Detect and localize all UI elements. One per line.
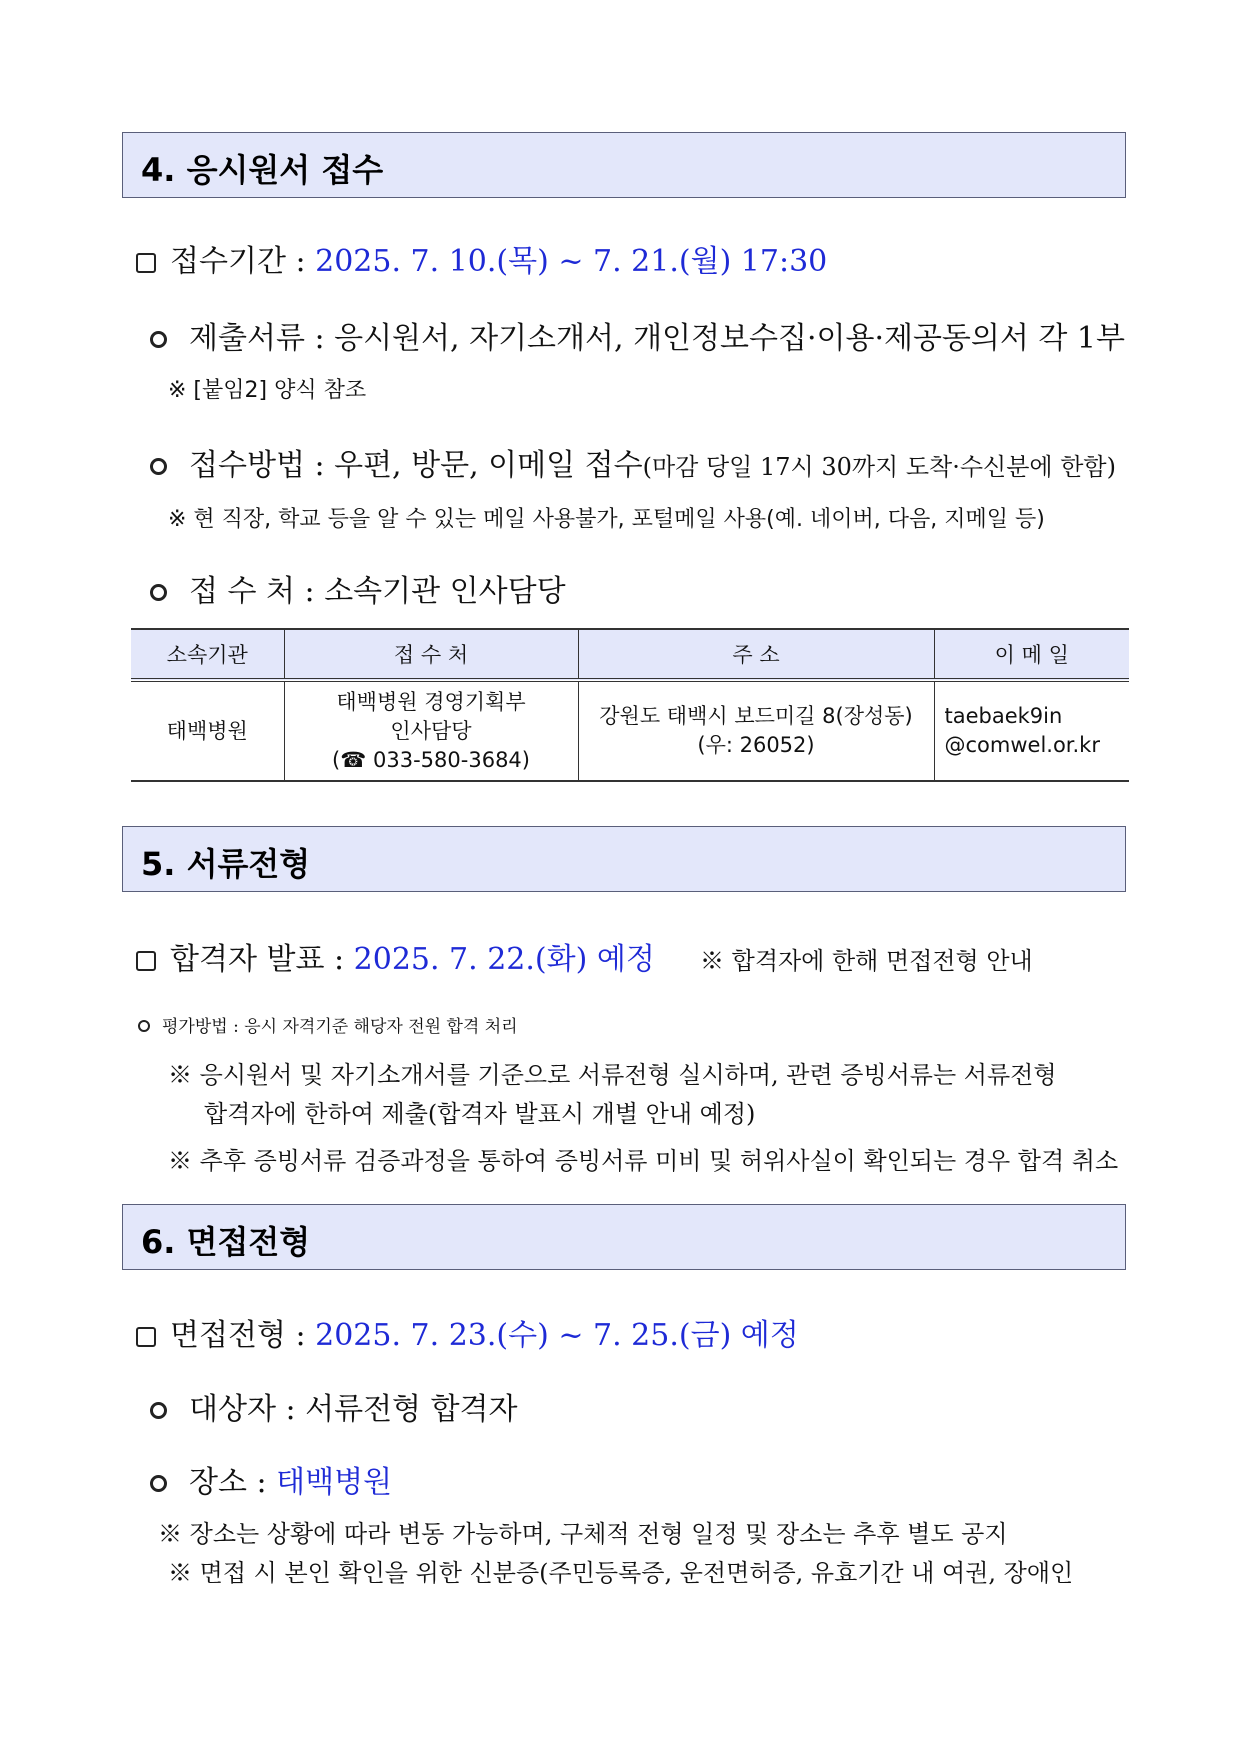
circle-bullet-icon <box>150 458 167 475</box>
docs-line <box>150 313 1125 357</box>
address-cell <box>578 680 934 781</box>
checkbox-square-icon <box>136 253 156 273</box>
section-6-header <box>122 1204 1126 1270</box>
address-line1: 강원도 태백시 보드미길 8(장성동) <box>599 704 913 728</box>
method-text: 접수방법 : 우편, 방문, 이메일 접수 <box>189 448 643 483</box>
interview-value: 2025. 7. 23.(수) ~ 7. 25.(금) 예정 <box>315 1318 799 1353</box>
circle-bullet-icon <box>150 584 167 601</box>
checkbox-square-icon <box>136 951 156 971</box>
place-line <box>150 566 566 610</box>
section-4-title: 4. 응시원서 접수 <box>141 151 384 189</box>
dept-phone: (☎ 033-580-3684) <box>332 747 530 772</box>
dept-line2: 인사담당 <box>390 718 472 743</box>
reception-table <box>131 628 1129 782</box>
doc-note-2: ※ 추후 증빙서류 검증과정을 통하여 증빙서류 미비 및 허위사실이 확인되는 경우 합격 취소 <box>168 1147 1119 1175</box>
email-line2: @comwel.or.kr <box>944 733 1100 757</box>
announce-value: 2025. 7. 22.(화) 예정 <box>353 942 655 977</box>
address-line2: (우: 26052) <box>697 733 815 757</box>
checkbox-square-icon <box>136 1327 156 1347</box>
circle-bullet-icon <box>150 1475 167 1492</box>
period-label: 접수기간 : <box>170 244 306 279</box>
method-line <box>150 440 1116 484</box>
interview-line <box>136 1310 799 1354</box>
email-line1: taebaek9in <box>944 704 1063 728</box>
period-value: 2025. 7. 10.(목) ~ 7. 21.(월) 17:30 <box>315 244 828 279</box>
table-header: 접 수 처 <box>284 629 578 680</box>
announce-label: 합격자 발표 : <box>170 942 345 977</box>
email-cell <box>934 680 1129 781</box>
table-row <box>131 680 1129 781</box>
venue-note-2: ※ 면접 시 본인 확인을 위한 신분증(주민등록증, 운전면허증, 유효기간 내 여권, 장애인 <box>168 1559 1074 1587</box>
section-4-header <box>122 132 1126 198</box>
table-header-row <box>131 629 1129 680</box>
venue-line <box>150 1457 392 1501</box>
org-cell: 태백병원 <box>131 680 284 781</box>
doc-note-line1: ※ 응시원서 및 자기소개서를 기준으로 서류전형 실시하며, 관련 증빙서류는 서류전형 <box>168 1061 1057 1089</box>
circle-bullet-icon <box>150 1402 167 1419</box>
venue-label: 장소 : <box>189 1465 267 1500</box>
doc-note-line2: 합격자에 한하여 제출(합격자 발표시 개별 안내 예정) <box>204 1100 756 1128</box>
period-line <box>136 236 827 280</box>
section-5-header <box>122 826 1126 892</box>
table-header: 이 메 일 <box>934 629 1129 680</box>
table-header: 소속기관 <box>131 629 284 680</box>
venue-value: 태백병원 <box>276 1465 393 1500</box>
announce-line <box>136 934 655 978</box>
section-5-title: 5. 서류전형 <box>141 845 311 883</box>
target-line <box>150 1384 518 1428</box>
announce-note: ※ 합격자에 한해 면접전형 안내 <box>700 947 1033 975</box>
circle-bullet-icon <box>138 1020 150 1032</box>
venue-note-1: ※ 장소는 상황에 따라 변동 가능하며, 구체적 전형 일정 및 장소는 추후 별도 공지 <box>158 1520 1008 1548</box>
eval-line <box>138 1012 518 1037</box>
dept-line1: 태백병원 경영기획부 <box>336 689 526 714</box>
interview-label: 면접전형 : <box>170 1318 306 1353</box>
docs-text: 제출서류 : 응시원서, 자기소개서, 개인정보수집·이용·제공동의서 각 1부 <box>189 321 1125 356</box>
table-header: 주 소 <box>578 629 934 680</box>
eval-text: 평가방법 : 응시 자격기준 해당자 전원 합격 처리 <box>162 1017 518 1037</box>
docs-note: ※ [붙임2] 양식 참조 <box>168 378 367 403</box>
section-6-title: 6. 면접전형 <box>141 1223 311 1261</box>
method-note: ※ 현 직장, 학교 등을 알 수 있는 메일 사용불가, 포털메일 사용(예. 네이버, 다음, 지메일 등) <box>168 507 1045 532</box>
target-text: 대상자 : 서류전형 합격자 <box>189 1392 518 1427</box>
method-paren: (마감 당일 17시 30까지 도착·수신분에 한함) <box>642 453 1116 481</box>
circle-bullet-icon <box>150 331 167 348</box>
dept-cell <box>284 680 578 781</box>
place-text: 접 수 처 : 소속기관 인사담당 <box>189 574 566 609</box>
